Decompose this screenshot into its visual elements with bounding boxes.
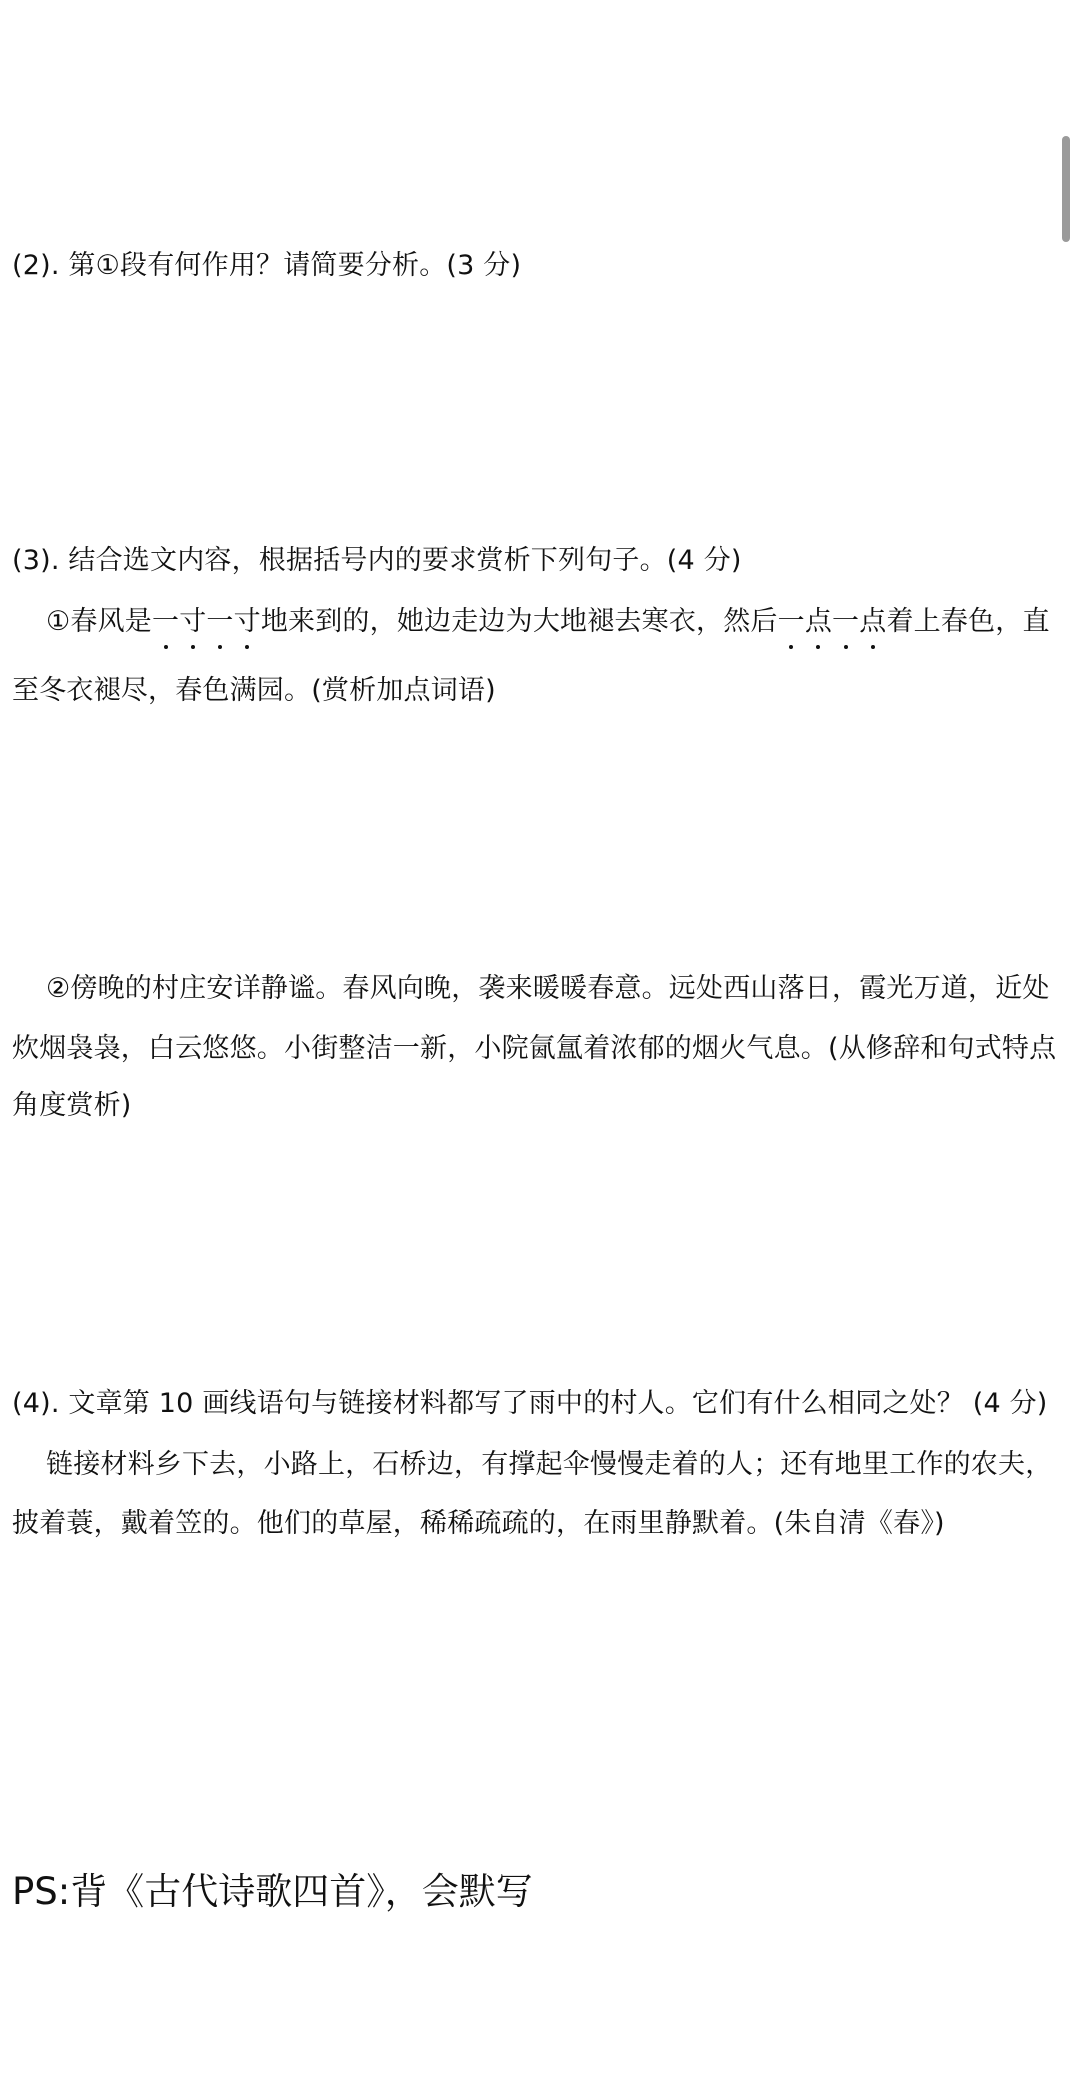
question-2: (2). 第①段有何作用？请简要分析。(3 分): [12, 250, 522, 281]
dotted-char: 寸: [179, 603, 206, 641]
question-4-heading: (4). 文章第 10 画线语句与链接材料都写了雨中的村人。它们有什么相同之处？ (4 分): [12, 1388, 1048, 1419]
question-4-material-line-2: 披着蓑，戴着笠的。他们的草屋，稀稀疏疏的，在雨里静默着。(朱自清《春》): [12, 1508, 945, 1539]
ps-note: PS:背《古代诗歌四首》，会默写: [12, 1870, 533, 1913]
dotted-char: 一: [832, 603, 859, 641]
question-3-item-2-line-2: 炊烟袅袅，白云悠悠。小街整洁一新，小院氤氲着浓郁的烟火气息。(从修辞和句式特点: [12, 1033, 1057, 1064]
question-3-item-1-line-1: [46, 603, 1050, 641]
item-1-suffix: 着上春色，直: [886, 606, 1050, 637]
dotted-phrase-b: [778, 603, 887, 641]
question-4-material-line-1: 链接材料乡下去，小路上，石桥边，有撑起伞慢慢走着的人；还有地里工作的农夫，: [46, 1449, 1053, 1480]
question-3-heading: (3). 结合选文内容，根据括号内的要求赏析下列句子。(4 分): [12, 545, 742, 576]
dotted-char: 点: [805, 603, 832, 641]
item-1-prefix: ①春风是: [46, 606, 153, 637]
dotted-phrase-a: [152, 603, 261, 641]
dotted-char: 一: [206, 603, 233, 641]
question-3-item-1-line-2: 至冬衣褪尽，春色满园。(赏析加点词语): [12, 675, 496, 706]
question-3-item-2-line-1: ②傍晚的村庄安详静谧。春风向晚，袭来暖暖春意。远处西山落日，霞光万道，近处: [46, 973, 1050, 1004]
dotted-char: 寸: [234, 603, 261, 641]
dotted-char: 点: [859, 603, 886, 641]
question-3-item-2-line-3: 角度赏析): [12, 1090, 132, 1121]
dotted-char: 一: [152, 603, 179, 641]
item-1-middle: 地来到的，她边走边为大地褪去寒衣，然后: [260, 606, 778, 637]
scrollbar-thumb[interactable]: [1062, 136, 1070, 242]
dotted-char: 一: [778, 603, 805, 641]
